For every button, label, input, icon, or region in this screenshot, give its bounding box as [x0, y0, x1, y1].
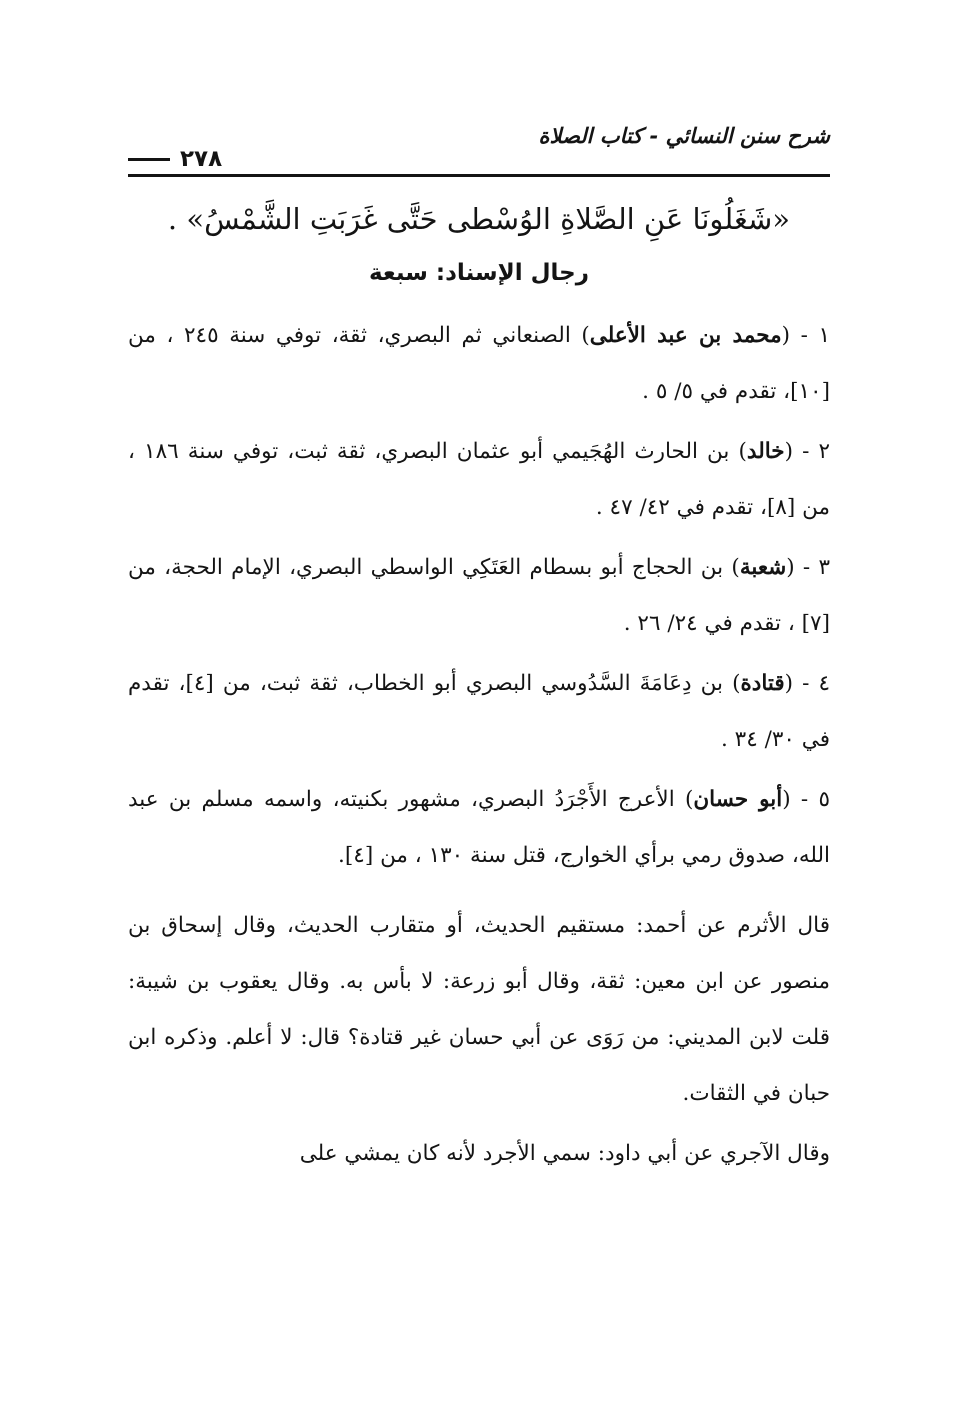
narrator-name: شعبة	[739, 555, 787, 581]
narrator-prefix: ٥ - (	[782, 787, 830, 813]
narrator-entry	[128, 540, 830, 652]
commentary-paragraph: وقال الآجري عن أبي داود: سمي الأجرد لأنه كان يمشي على	[299, 1141, 830, 1167]
section-heading: رجال الإسناد: سبعة	[368, 260, 590, 287]
narrator-name: خالد	[746, 439, 785, 465]
narrator-details: ) بن الحجاج أبو بسطام العَتَكِي الواسطي البصري، الإمام الحجة، من [٧] ، تقدم في ٢٤/ ٢٦ .	[128, 555, 830, 637]
narrator-entry	[128, 656, 830, 768]
narrator-name: أبو حسان	[693, 787, 783, 813]
narrator-details: ) الصنعاني ثم البصري، ثقة، توفي سنة ٢٤٥ ، من [١٠]، تقدم في ٥/ ٥ .	[128, 323, 830, 405]
narrator-name: محمد بن عبد الأعلى	[589, 323, 782, 349]
page-header	[128, 120, 830, 180]
page-number-dash	[128, 158, 170, 161]
narrator-details: ) بن دِعَامَةَ السَّدُوسي البصري أبو الخطاب، ثقة ثبت، من [٤]، تقدم في ٣٠/ ٣٤ .	[128, 671, 830, 753]
narrator-entry	[128, 308, 830, 420]
page-number	[128, 146, 222, 172]
narrator-name: قتادة	[740, 671, 785, 697]
page-number-value: ٢٧٨	[180, 146, 223, 172]
commentary-paragraph: قال الأثرم عن أحمد: مستقيم الحديث، أو متقارب الحديث، وقال إسحاق بن منصور عن ابن معين: ثقة، وقال أبو زرعة: لا بأس به. وقال يعقوب بن شيبة: قلت لابن المديني: من رَوَى عن أبي حسان غير قتادة؟ قال: لا أعلم. وذكره ابن حبان في الثقات.	[128, 913, 830, 1107]
header-rule	[128, 174, 830, 177]
narrator-prefix: ٣ - (	[786, 555, 831, 581]
narrator-entry	[128, 772, 830, 884]
narrator-prefix: ٤ - (	[784, 671, 831, 697]
narrator-entry	[128, 424, 830, 536]
running-title: شرح سنن النسائي - كتاب الصلاة	[538, 124, 830, 148]
hadith-text: «شَغَلُونَا عَنِ الصَّلاةِ الوُسْطى حَتَّى غَرَبَتِ الشَّمْسُ» .	[167, 202, 791, 236]
narrator-prefix: ١ - (	[781, 323, 831, 349]
page-body	[128, 196, 830, 1186]
narrator-details: ) بن الحارث الهُجَيمي أبو عثمان البصري، ثقة ثبت، توفي سنة ١٨٦ ، من [٨]، تقدم في ٤٢/ ٤٧ .	[128, 439, 830, 521]
narrator-prefix: ٢ - (	[784, 439, 831, 465]
narrator-details: ) الأعرج الأَجْرَدُ البصري، مشهور بكنيته، واسمه مسلم بن عبد الله، صدوق رمي برأي الخوارج، قتل سنة ١٣٠ ، من [٤].	[128, 787, 830, 869]
